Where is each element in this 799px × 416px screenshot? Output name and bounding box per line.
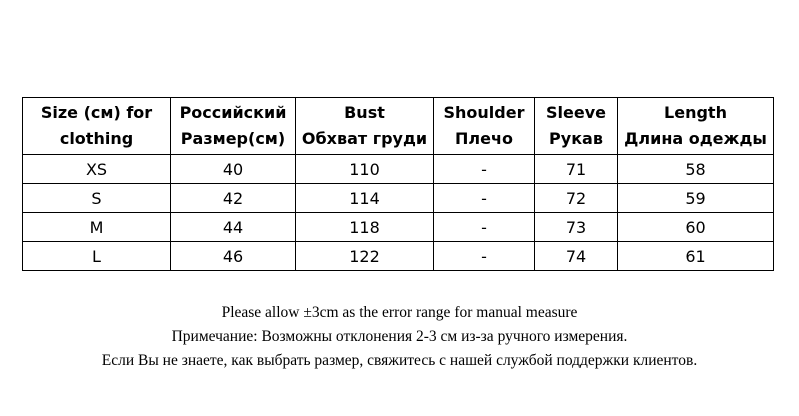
table-row bbox=[23, 213, 774, 242]
cell-length: 59 bbox=[618, 184, 774, 213]
header-size-line2: clothing bbox=[59, 129, 134, 148]
cell-russian-size: 40 bbox=[171, 155, 296, 184]
header-length-line2: Длина одежды bbox=[624, 129, 767, 148]
table-row bbox=[23, 155, 774, 184]
cell-size: S bbox=[23, 184, 171, 213]
header-shoulder bbox=[434, 98, 535, 155]
cell-length: 60 bbox=[618, 213, 774, 242]
header-russian-size-line1: Российский bbox=[179, 103, 287, 122]
header-shoulder-line1: Shoulder bbox=[443, 103, 525, 122]
header-length bbox=[618, 98, 774, 155]
cell-sleeve: 72 bbox=[535, 184, 618, 213]
table-header-row bbox=[23, 98, 774, 155]
note-deviation-russian: Примечание: Возможны отклонения 2-3 см из-за ручного измерения. bbox=[171, 328, 628, 345]
header-size-line1: Size (см) for bbox=[40, 103, 153, 122]
size-chart-table bbox=[22, 97, 774, 271]
cell-russian-size: 42 bbox=[171, 184, 296, 213]
header-sleeve-line1: Sleeve bbox=[546, 103, 606, 122]
cell-bust: 122 bbox=[296, 242, 434, 271]
header-sleeve-line2: Рукав bbox=[549, 129, 603, 148]
table-row bbox=[23, 184, 774, 213]
cell-shoulder: - bbox=[434, 184, 535, 213]
header-bust bbox=[296, 98, 434, 155]
cell-sleeve: 74 bbox=[535, 242, 618, 271]
header-bust-line2: Обхват груди bbox=[301, 129, 428, 148]
header-length-line1: Length bbox=[664, 103, 727, 122]
cell-russian-size: 44 bbox=[171, 213, 296, 242]
cell-bust: 118 bbox=[296, 213, 434, 242]
cell-bust: 114 bbox=[296, 184, 434, 213]
header-size bbox=[23, 98, 171, 155]
cell-sleeve: 71 bbox=[535, 155, 618, 184]
measurement-notes bbox=[0, 301, 799, 373]
cell-length: 58 bbox=[618, 155, 774, 184]
cell-shoulder: - bbox=[434, 213, 535, 242]
cell-size: M bbox=[23, 213, 171, 242]
header-bust-line1: Bust bbox=[344, 103, 385, 122]
cell-length: 61 bbox=[618, 242, 774, 271]
header-shoulder-line2: Плечо bbox=[455, 129, 513, 148]
header-russian-size bbox=[171, 98, 296, 155]
cell-shoulder: - bbox=[434, 242, 535, 271]
cell-shoulder: - bbox=[434, 155, 535, 184]
header-russian-size-line2: Размер(см) bbox=[180, 129, 286, 148]
cell-sleeve: 73 bbox=[535, 213, 618, 242]
cell-size: XS bbox=[23, 155, 171, 184]
cell-size: L bbox=[23, 242, 171, 271]
table-row bbox=[23, 242, 774, 271]
note-contact-support: Если Вы не знаете, как выбрать размер, свяжитесь с нашей службой поддержки клиентов. bbox=[101, 352, 698, 369]
cell-bust: 110 bbox=[296, 155, 434, 184]
note-error-range: Please allow ±3cm as the error range for manual measure bbox=[221, 304, 578, 321]
header-sleeve bbox=[535, 98, 618, 155]
cell-russian-size: 46 bbox=[171, 242, 296, 271]
